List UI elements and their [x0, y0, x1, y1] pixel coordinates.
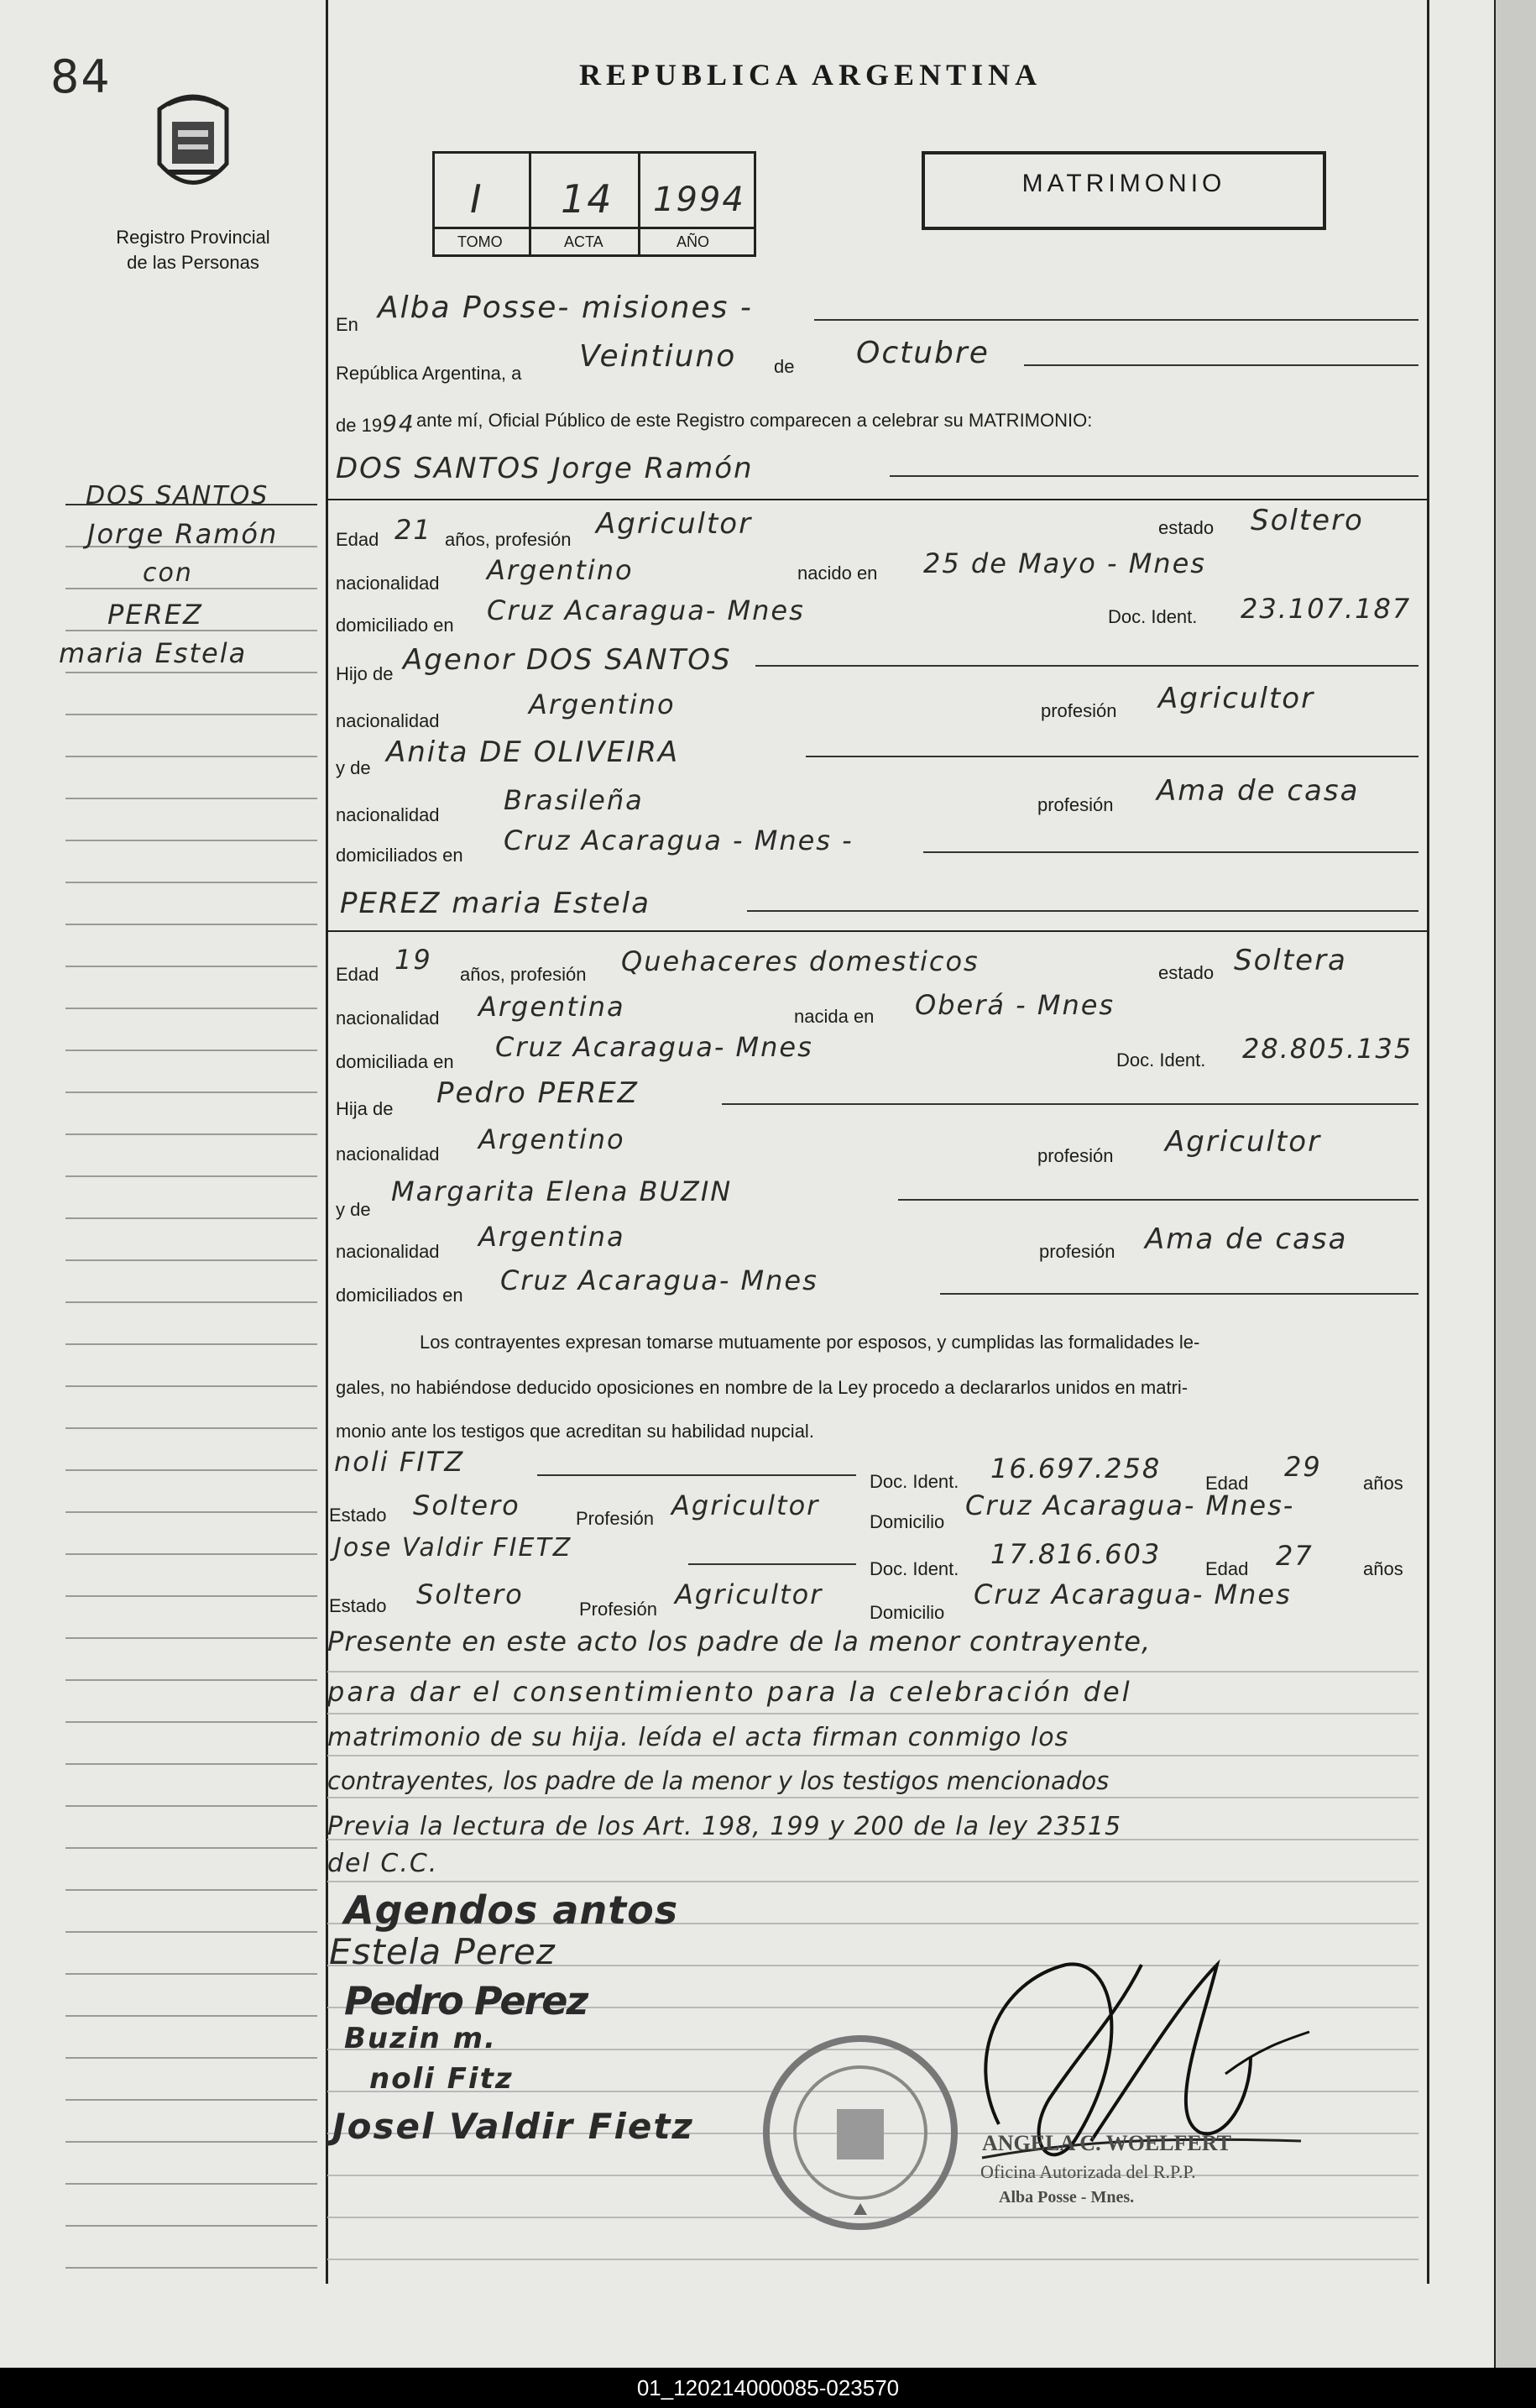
witness-2-domicilio-label: Domicilio: [870, 1602, 945, 1623]
binding-edge: [1494, 0, 1536, 2368]
bride-nat-label: nacionalidad: [336, 1008, 440, 1029]
bride-profession: Quehaceres domesticos: [621, 945, 980, 977]
groom-dom-label: domiciliado en: [336, 615, 454, 636]
groom-edad-label: Edad: [336, 529, 379, 550]
groom-mother: Anita DE OLIVEIRA: [386, 735, 680, 769]
witness-1-doc-label: Doc. Ident.: [870, 1471, 959, 1492]
groom-mother-nationality: Brasileña: [504, 784, 644, 816]
bride-mother-prof-label: profesión: [1039, 1241, 1115, 1262]
bride-age: 19: [394, 944, 432, 976]
groom-name: DOS SANTOS Jorge Ramón: [336, 452, 754, 485]
witness-1-estado-label: Estado: [329, 1505, 387, 1526]
groom-nacido-label: nacido en: [797, 563, 878, 584]
registry-name: Registro Provincial de las Personas: [116, 227, 270, 273]
note-line-1: Presente en este acto los padre de la menor contrayente,: [327, 1625, 1152, 1657]
groom-mother-prof-label: profesión: [1037, 794, 1114, 815]
witness-1-profession: Agricultor: [671, 1489, 820, 1521]
witness-2-age: 27: [1276, 1540, 1314, 1572]
witness-2-name: Jose Valdir FIETZ: [334, 1533, 572, 1563]
signature-witness-1: noli Fitz: [369, 2062, 514, 2096]
tomo-label: TOMO: [457, 233, 503, 250]
bride-doc: 28.805.135: [1242, 1033, 1413, 1065]
witness-2-domicile: Cruz Acaragua- Mnes: [974, 1578, 1292, 1610]
bride-father: Pedro PEREZ: [436, 1076, 639, 1110]
groom-parents-domicile: Cruz Acaragua - Mnes -: [504, 824, 854, 856]
witness-1-profesion-label: Profesión: [576, 1508, 654, 1529]
intro-day: Veintiuno: [579, 339, 737, 374]
bride-name: PEREZ maria Estela: [340, 887, 650, 920]
signature-bride: Estela Perez: [329, 1931, 556, 1972]
ano-label: AÑO: [677, 233, 710, 250]
note-line-5: Previa la lectura de los Art. 198, 199 y 200 de la ley 23515: [327, 1812, 1122, 1841]
witness-2-edad-label: Edad: [1205, 1558, 1249, 1579]
groom-mother-profession: Ama de casa: [1157, 774, 1360, 808]
witness-2-doc: 17.816.603: [990, 1538, 1162, 1570]
bride-anos-label: años, profesión: [460, 964, 587, 985]
witness-2-profesion-label: Profesión: [579, 1599, 657, 1620]
bride-father-profession: Agricultor: [1165, 1125, 1322, 1159]
note-line-2: para dar el consentimiento para la celebración del: [327, 1676, 1132, 1708]
groom-father-prof-label: profesión: [1041, 700, 1117, 721]
record-type: MATRIMONIO: [1021, 170, 1226, 197]
groom-birthplace: 25 de Mayo - Mnes: [923, 547, 1206, 579]
bride-dom-label: domiciliada en: [336, 1051, 454, 1072]
groom-mother-nat-label: nacionalidad: [336, 804, 440, 825]
witness-1-name: noli FITZ: [334, 1446, 465, 1478]
bride-parents-dom-label: domiciliados en: [336, 1285, 463, 1306]
bride-father-nationality: Argentino: [478, 1123, 625, 1155]
bride-doc-label: Doc. Ident.: [1116, 1050, 1206, 1071]
bride-yde-label: y de: [336, 1199, 371, 1220]
note-line-4: contrayentes, los padre de la menor y los testigos mencionados: [327, 1767, 1110, 1795]
year-prefix: de 1994: [336, 410, 415, 437]
declaration-line-3: monio ante los testigos que acreditan su habilidad nupcial.: [336, 1421, 814, 1442]
republica-label: República Argentina, a: [336, 363, 522, 384]
intro-statement: ante mí, Oficial Público de este Registro comparecen a celebrar su MATRIMONIO:: [416, 410, 1093, 431]
bride-birthplace: Oberá - Mnes: [915, 989, 1115, 1021]
groom-father-profession: Agricultor: [1158, 682, 1315, 715]
groom-nat-label: nacionalidad: [336, 573, 440, 594]
signature-witness-2: Josel Valdir Fietz: [332, 2106, 694, 2147]
witness-1-domicile: Cruz Acaragua- Mnes-: [965, 1489, 1295, 1521]
groom-age: 21: [394, 514, 432, 546]
intro-month: Octubre: [856, 336, 990, 370]
acta-value: 14: [561, 176, 614, 222]
witness-2-estado-label: Estado: [329, 1595, 387, 1616]
country-title: REPUBLICA ARGENTINA: [579, 58, 1042, 92]
bride-estado: Soltera: [1234, 944, 1347, 977]
coat-of-arms-emblem: [143, 84, 243, 210]
bride-father-prof-label: profesión: [1037, 1145, 1114, 1166]
witness-2-doc-label: Doc. Ident.: [870, 1558, 959, 1579]
groom-father-nat-label: nacionalidad: [336, 710, 440, 731]
witness-2-estado: Soltero: [416, 1578, 524, 1610]
bride-mother-nationality: Argentina: [478, 1221, 625, 1253]
witness-2-profession: Agricultor: [675, 1578, 823, 1610]
bride-edad-label: Edad: [336, 964, 379, 985]
bride-domicile: Cruz Acaragua- Mnes: [495, 1031, 813, 1063]
page-number: 84: [50, 50, 112, 103]
official-stamp-line-1: ANGELA C. WOELFERT: [982, 2131, 1231, 2155]
witness-1-doc: 16.697.258: [990, 1453, 1162, 1484]
groom-nationality: Argentino: [487, 554, 634, 586]
groom-estado: Soltero: [1251, 504, 1364, 537]
groom-profession: Agricultor: [596, 507, 753, 541]
bride-mother-profession: Ama de casa: [1145, 1222, 1348, 1256]
intro-de-label: de: [774, 356, 795, 377]
official-stamp-line-2: Oficina Autorizada del R.P.P.: [980, 2161, 1196, 2182]
ano-value: 1994: [653, 181, 745, 219]
groom-doc-label: Doc. Ident.: [1108, 606, 1198, 627]
groom-doc: 23.107.187: [1241, 593, 1412, 625]
witness-1-estado: Soltero: [413, 1489, 520, 1521]
witness-1-edad-label: Edad: [1205, 1473, 1249, 1494]
bride-parents-domicile: Cruz Acaragua- Mnes: [500, 1264, 818, 1296]
groom-father: Agenor DOS SANTOS: [403, 643, 732, 677]
groom-anos-label: años, profesión: [445, 529, 572, 550]
groom-hijo-label: Hijo de: [336, 663, 394, 684]
groom-yde-label: y de: [336, 757, 371, 778]
note-line-6: del C.C.: [327, 1849, 439, 1878]
bride-mother: Margarita Elena BUZIN: [391, 1175, 733, 1207]
declaration-line-2: gales, no habiéndose deducido oposiciones en nombre de la Ley procedo a declararlos unidos en matri-: [336, 1377, 1189, 1398]
groom-father-nationality: Argentino: [529, 688, 676, 720]
witness-1-anos-label: años: [1363, 1473, 1403, 1494]
bride-nacida-label: nacida en: [794, 1006, 875, 1027]
bride-estado-label: estado: [1158, 962, 1215, 983]
bride-father-nat-label: nacionalidad: [336, 1144, 440, 1165]
groom-domicile: Cruz Acaragua- Mnes: [487, 594, 805, 626]
signature-bride-mother: Buzin m.: [344, 2022, 497, 2055]
document-page: 84 Registro Provincial de las Personas REPUBLICA ARGENTINA I 14 1994 TOMO ACTA AÑO MATRIMONIO DOS SANTOS Jorge Ramón con PEREZ maria Estela En Alba Posse- misiones - República Argentina, a Veintiuno de Octubre de 1994 ante mí, Oficial Público de este Registro comparecen a celebrar su MATRIMONIO: DOS SANTOS Jorge Ramón Edad 21 años, profesión Agricultor estado Soltero nacionalidad Argentino nacido en 25 de Mayo - Mnes domiciliado en Cruz Acaragua- Mnes Doc. Ident. 23.107.187 Hijo de Agenor DOS SANTOS nacionalidad Argentino profesión Agricultor y de Anita DE OLIVEIRA nacionalidad Brasileña profesión Ama de casa domiciliados en Cruz Acaragua - Mnes - PEREZ maria Estela Edad 19 años, profesión Quehaceres domesticos estado Soltera nacionalidad Argentina nacida en Oberá - Mnes domiciliada en Cruz Acaragua- Mnes Doc. Ident. 28.805.135 Hija de Pedro PEREZ nacionalidad Argentino profesión Agricultor y de Margarita Elena BUZIN nacionalidad Argentina profesión Ama de casa domiciliados en Cruz Acaragua- Mnes Los contrayentes expresan tomarse mutuamente por esposos, y cumplidas las formalidades le- gales, no habiéndose deducido oposiciones en nombre de la Ley procedo a declararlos unidos en matri- monio ante los testigos que acreditan su habilidad nupcial. noli FITZ Doc. Ident. 16.697.258 Edad 29 años Estado Soltero Profesión Agricultor Domicilio Cruz Acaragua- Mnes- Jose Valdir FIETZ Doc. Ident. 17.816.603 Edad 27 años Estado Soltero Profesión Agricultor Domicilio Cruz Acaragua- Mnes Presente en este acto los padre de la menor contrayente, para dar el consentimiento para la celebración del matrimonio de su hija. leída el acta firman conmigo los contrayentes, los padre de la menor y los testigos mencionados Previa la lectura de los Art. 198, 199 y 200 de la ley 23515 del C.C. Agendos antos Estela Perez Pedro Perez Buzin m. noli Fitz Josel Valdir Fietz ANGELA C. WOELFERT Oficina Autorizada del R.P.P. Alba Posse - Mnes.: [0, 0, 1494, 2368]
witness-1-age: 29: [1284, 1451, 1322, 1483]
groom-estado-label: estado: [1158, 517, 1215, 538]
witness-1-domicilio-label: Domicilio: [870, 1511, 945, 1532]
official-stamp-line-3: Alba Posse - Mnes.: [999, 2188, 1135, 2206]
bride-nationality: Argentina: [478, 991, 625, 1023]
bride-hija-label: Hija de: [336, 1098, 394, 1119]
scan-id-footer: 01_120214000085-023570: [0, 2368, 1536, 2408]
declaration-line-1: Los contrayentes expresan tomarse mutuamente por esposos, y cumplidas las formalidades le-: [420, 1332, 1200, 1353]
en-label: En: [336, 314, 358, 335]
tomo-value: I: [470, 176, 483, 222]
acta-label: ACTA: [564, 233, 603, 250]
bride-mother-nat-label: nacionalidad: [336, 1241, 440, 1262]
intro-place: Alba Posse- misiones -: [378, 291, 753, 325]
note-line-3: matrimonio de su hija. leída el acta firman conmigo los: [327, 1723, 1069, 1752]
left-margin-rule: [326, 0, 328, 2284]
witness-2-anos-label: años: [1363, 1558, 1403, 1579]
official-seal-stamp: [760, 2032, 961, 2233]
signature-groom: Agendos antos: [344, 1887, 679, 1933]
groom-parents-dom-label: domiciliados en: [336, 845, 463, 866]
right-margin-rule: [1427, 0, 1429, 2284]
signature-bride-father: Pedro Perez: [344, 1978, 588, 2023]
